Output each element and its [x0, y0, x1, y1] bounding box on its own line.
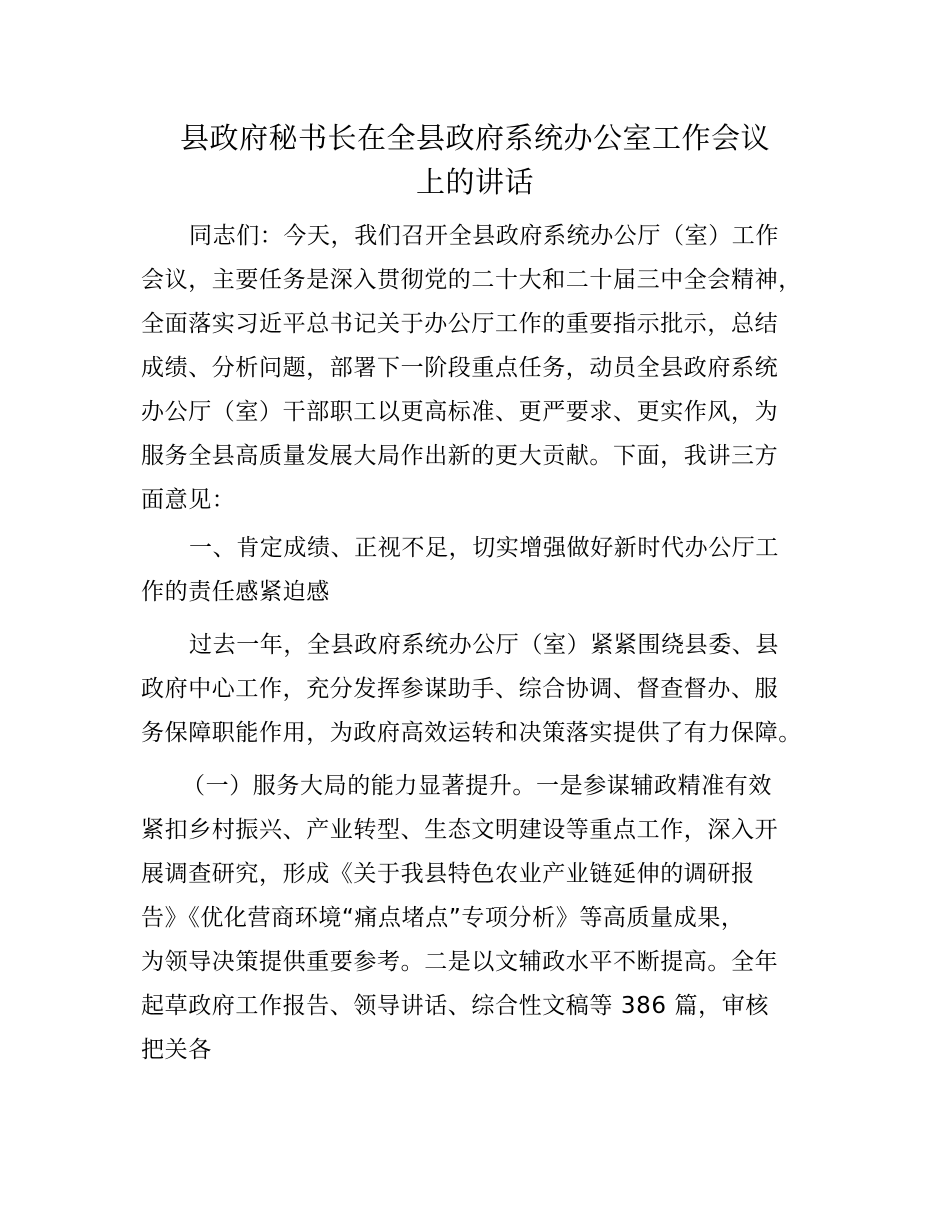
paragraph-line: 同志们：今天，我们召开全县政府系统办公厅（室）工作 — [189, 223, 779, 249]
paragraph-line: 服务全县高质量发展大局作出新的更大贡献。下面，我讲三方 — [141, 443, 779, 469]
paragraph-line: 全面落实习近平总书记关于办公厅工作的重要指示批示，总结 — [141, 311, 779, 337]
paragraph-line: 把关各 — [141, 1037, 212, 1063]
paragraph-line: 会议，主要任务是深入贯彻党的二十大和二十届三中全会精神， — [141, 267, 802, 293]
document-title-line-2: 上的讲话 — [415, 165, 534, 199]
paragraph-line: 展调查研究，形成《关于我县特色农业产业链延伸的调研报 — [141, 861, 755, 887]
paragraph-line: 成绩、分析问题，部署下一阶段重点任务，动员全县政府系统 — [141, 355, 779, 381]
paragraph-line: 告》《优化营商环境“痛点堵点”专项分析》等高质量成果， — [141, 905, 745, 931]
paragraph-line: 务保障职能作用，为政府高效运转和决策落实提供了有力保障。 — [141, 720, 802, 746]
paragraph-line: 过去一年，全县政府系统办公厅（室）紧紧围绕县委、县 — [189, 632, 779, 658]
paragraph-line: 政府中心工作，充分发挥参谋助手、综合协调、督查督办、服 — [141, 676, 779, 702]
section-heading-line: 一、肯定成绩、正视不足，切实增强做好新时代办公厅工 — [189, 535, 779, 561]
document-title-line-1: 县政府秘书长在全县政府系统办公室工作会议 — [179, 121, 770, 155]
paragraph-line: 办公厅（室）干部职工以更高标准、更严要求、更实作风，为 — [141, 399, 779, 425]
paragraph-line: 起草政府工作报告、领导讲话、综合性文稿等 386 篇，审核 — [141, 993, 769, 1019]
section-heading-line: 作的责任感紧迫感 — [141, 579, 330, 605]
paragraph-line: 面意见： — [141, 487, 236, 513]
paragraph-line: 为领导决策提供重要参考。二是以文辅政水平不断提高。全年 — [141, 949, 779, 975]
paragraph-line: （一）服务大局的能力显著提升。一是参谋辅政精准有效 — [182, 773, 772, 799]
paragraph-line: 紧扣乡村振兴、产业转型、生态文明建设等重点工作，深入开 — [141, 817, 779, 843]
